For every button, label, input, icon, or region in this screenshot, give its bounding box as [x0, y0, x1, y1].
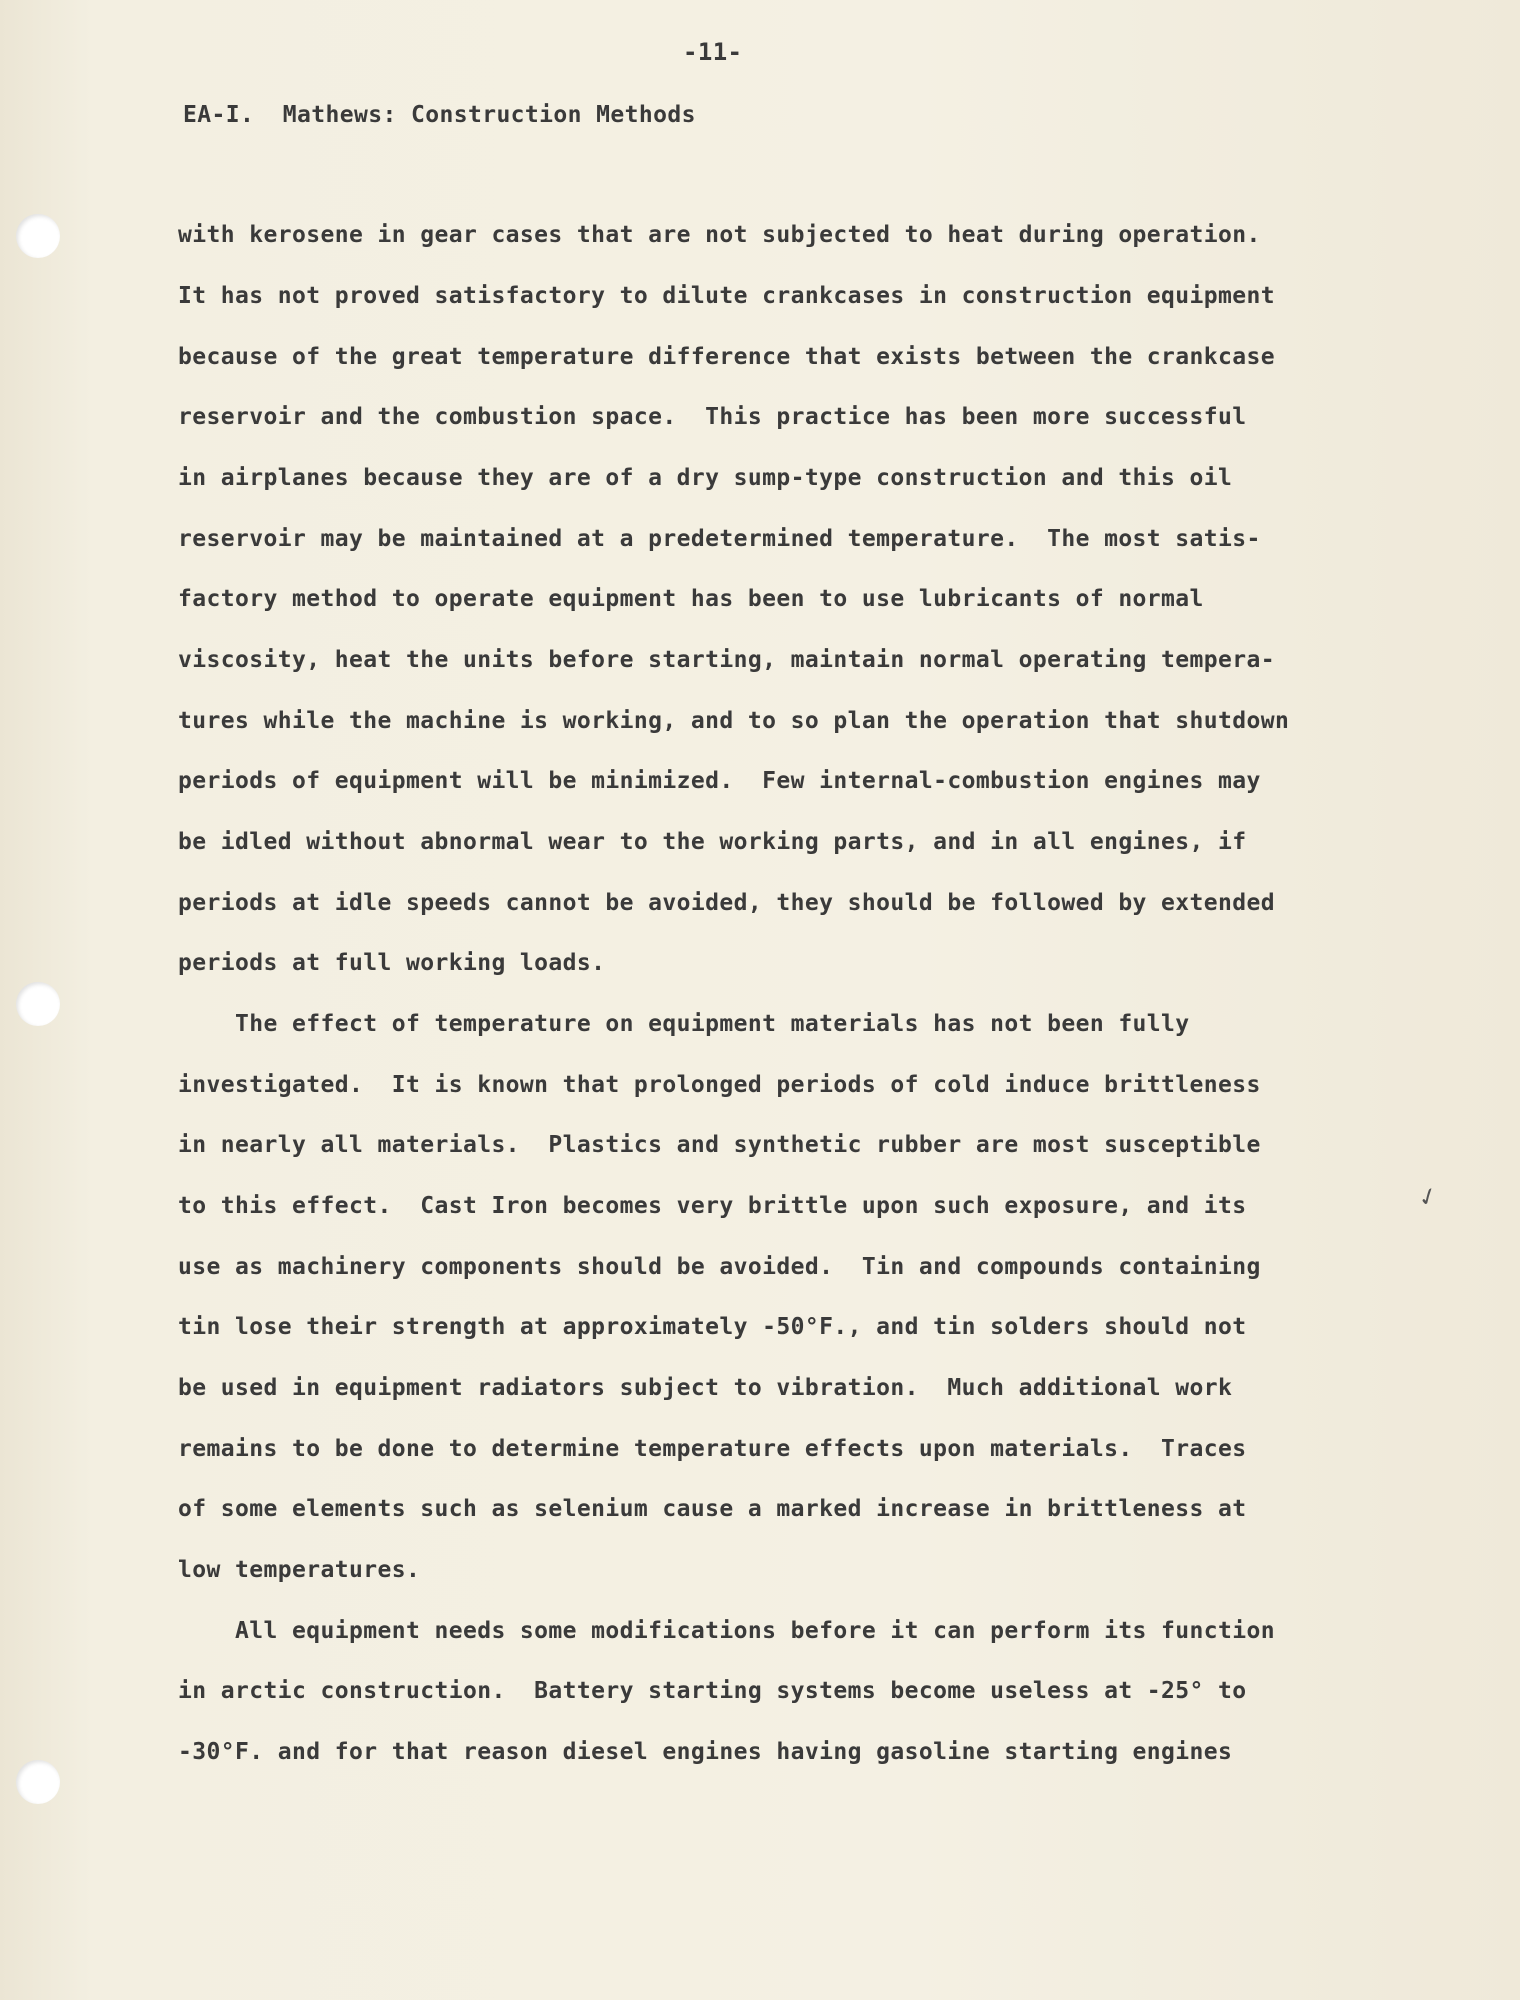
text-line: to this effect. Cast Iron becomes very brittle upon such exposure, and its: [178, 1193, 1247, 1219]
text-line: tin lose their strength at approximately -50°F., and tin solders should not: [178, 1314, 1247, 1340]
text-line: reservoir and the combustion space. This practice has been more successful: [178, 404, 1247, 430]
text-line: with kerosene in gear cases that are not subjected to heat during operation.: [178, 222, 1261, 248]
text-line: factory method to operate equipment has been to use lubricants of normal: [178, 586, 1204, 612]
text-line: low temperatures.: [178, 1557, 421, 1583]
binder-hole: [16, 214, 60, 258]
text-line: The effect of temperature on equipment materials has not been fully: [178, 1011, 1190, 1037]
text-line: viscosity, heat the units before starting, maintain normal operating tempera-: [178, 647, 1276, 673]
text-line: in nearly all materials. Plastics and synthetic rubber are most susceptible: [178, 1132, 1261, 1158]
binder-hole: [16, 982, 60, 1026]
text-line: of some elements such as selenium cause a marked increase in brittleness at: [178, 1496, 1247, 1522]
text-line: reservoir may be maintained at a predetermined temperature. The most satis-: [178, 526, 1261, 552]
page-number: -11-: [683, 38, 743, 66]
binder-hole: [16, 1760, 60, 1804]
check-mark-annotation: ✓: [1413, 1180, 1443, 1214]
running-header: EA-I. Mathews: Construction Methods: [183, 102, 696, 128]
text-line: periods of equipment will be minimized. Few internal-combustion engines may: [178, 768, 1261, 794]
text-line: periods at idle speeds cannot be avoided, they should be followed by extended: [178, 890, 1276, 916]
text-line: remains to be done to determine temperature effects upon materials. Traces: [178, 1436, 1247, 1462]
text-line: in arctic construction. Battery starting systems become useless at -25° to: [178, 1678, 1247, 1704]
text-line: be idled without abnormal wear to the working parts, and in all engines, if: [178, 829, 1247, 855]
text-line: be used in equipment radiators subject to vibration. Much additional work: [178, 1375, 1233, 1401]
text-line: because of the great temperature difference that exists between the crankcase: [178, 344, 1276, 370]
text-line: use as machinery components should be avoided. Tin and compounds containing: [178, 1254, 1261, 1280]
text-line: It has not proved satisfactory to dilute crankcases in construction equipment: [178, 283, 1276, 309]
text-line: -30°F. and for that reason diesel engines having gasoline starting engines: [178, 1739, 1233, 1765]
text-line: All equipment needs some modifications before it can perform its function: [178, 1618, 1276, 1644]
text-line: investigated. It is known that prolonged periods of cold induce brittleness: [178, 1072, 1261, 1098]
text-line: tures while the machine is working, and to so plan the operation that shutdown: [178, 708, 1290, 734]
text-line: periods at full working loads.: [178, 950, 606, 976]
text-line: in airplanes because they are of a dry sump-type construction and this oil: [178, 465, 1233, 491]
